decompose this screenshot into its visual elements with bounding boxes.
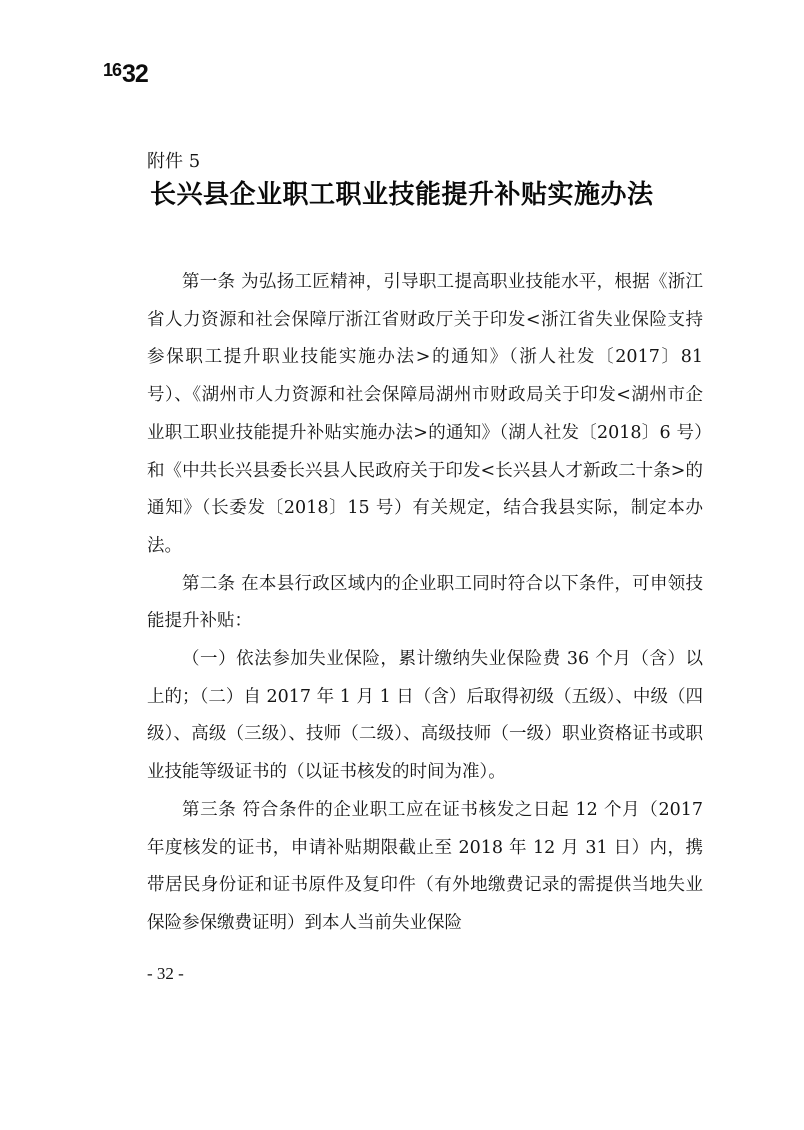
attachment-label: 附件 5 xyxy=(147,151,201,172)
article-1: 第一条 为弘扬工匠精神，引导职工提高职业技能水平，根据《浙江省人力资源和社会保障厅浙江省财政厅关于印发<浙江省失业保险支持参保职工提升职业技能实施办法>的通知》（浙人社发〔2017〕81 号）、《湖州市人力资源和社会保障局湖州市财政局关于印发<湖州市企业职工职业技能提升补贴实施办法>的通知》（湖人社发〔2018〕6 号）和《中共长兴县委长兴县人民政府关于印发<长兴县人才新政二十条>的通知》（长委发〔2018〕15 号）有关规定，结合我县实际，制定本办法。 xyxy=(147,272,703,556)
article-3: 第三条 符合条件的企业职工应在证书核发之日起 12 个月（2017 年度核发的证书，申请补贴期限截止至 2018 年 12 月 31 日）内，携带居民身份证和证书原件及复印件（有外地缴费记录的需提供当地失业保险参保缴费证明）到本人当前失业保险 xyxy=(147,799,703,933)
handwritten-page-prefix: 16 xyxy=(103,60,122,80)
document-body xyxy=(147,264,703,943)
article-2-conditions: （一）依法参加失业保险，累计缴纳失业保险费 36 个月（含）以上的；（二）自 2017 年 1 月 1 日（含）后取得初级（五级）、中级（四级）、高级（三级）、技师（二级）、高级技师（一级）职业资格证书或职业技能等级证书的（以证书核发的时间为准）。 xyxy=(147,649,703,783)
document-title: 长兴县企业职工职业技能提升补贴实施办法 xyxy=(150,180,654,210)
page-number: - 32 - xyxy=(147,964,184,983)
handwritten-page-mark xyxy=(103,60,148,89)
article-2: 第二条 在本县行政区域内的企业职工同时符合以下条件，可申领技能提升补贴： xyxy=(147,573,703,632)
handwritten-page-number: 32 xyxy=(122,60,148,88)
